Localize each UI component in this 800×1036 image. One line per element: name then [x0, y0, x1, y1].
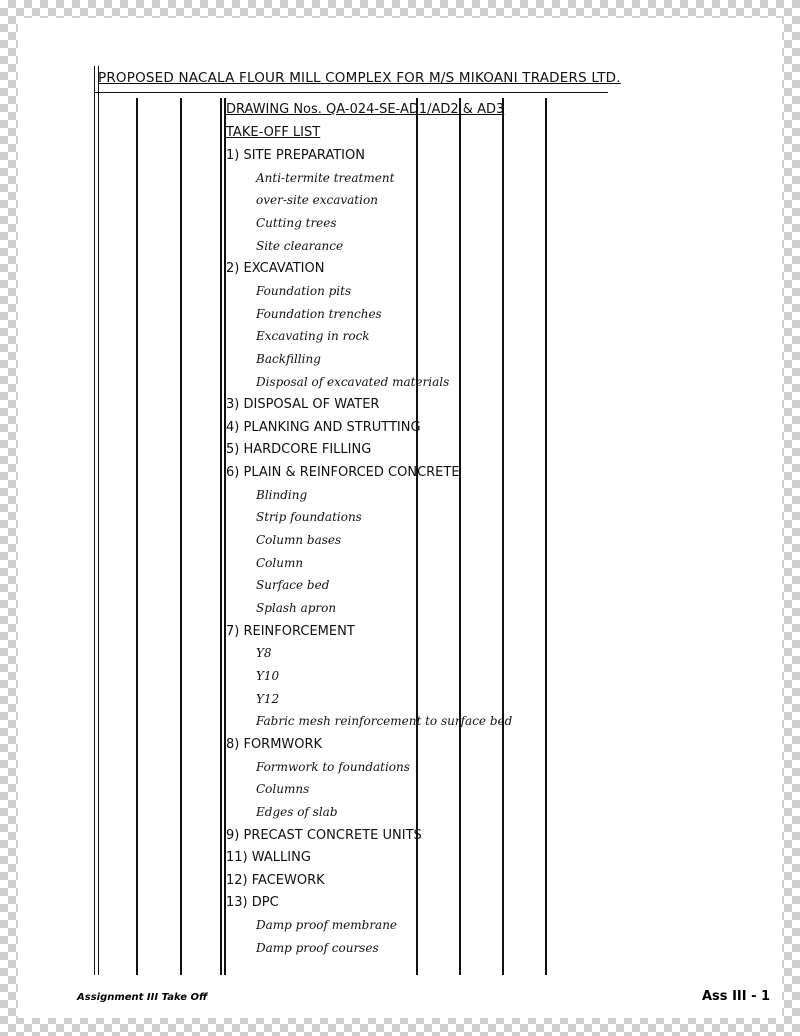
list-item: Anti-termite treatment	[256, 170, 395, 185]
column-rule	[136, 98, 138, 975]
column-rule	[459, 98, 461, 975]
section-heading: 7) REINFORCEMENT	[226, 623, 355, 639]
list-item: Y10	[256, 668, 280, 683]
list-item: Backfilling	[256, 351, 321, 366]
list-item: Cutting trees	[256, 215, 337, 230]
footer-page-number: Ass III - 1	[702, 989, 771, 1004]
list-item: Column bases	[256, 533, 342, 548]
list-item: Columns	[256, 782, 310, 797]
section-heading: 2) EXCAVATION	[226, 261, 325, 277]
list-item: Foundation pits	[256, 283, 352, 298]
section-heading: 12) FACEWORK	[226, 872, 325, 888]
section-heading: 8) FORMWORK	[226, 736, 323, 752]
list-item: Fabric mesh reinforcement to surface bed	[256, 714, 513, 729]
column-rule	[224, 98, 226, 975]
section-heading: 3) DISPOSAL OF WATER	[226, 397, 380, 413]
column-rule	[180, 98, 182, 975]
document-title: PROPOSED NACALA FLOUR MILL COMPLEX FOR M/S MIKOANI TRADERS LTD.	[98, 70, 621, 86]
list-item: Splash apron	[256, 601, 337, 615]
list-item: Damp proof membrane	[256, 918, 398, 933]
list-item: Edges of slab	[256, 804, 338, 819]
column-rule	[220, 98, 222, 975]
list-item: Surface bed	[256, 578, 330, 593]
column-rule	[416, 98, 418, 975]
list-item: Column	[256, 555, 304, 570]
list-item: Formwork to foundations	[256, 759, 410, 774]
column-rule	[94, 66, 95, 975]
column-rule	[545, 98, 547, 975]
list-item: Site clearance	[256, 238, 344, 253]
list-item: Y12	[256, 691, 280, 706]
section-heading: 6) PLAIN & REINFORCED CONCRETE	[226, 465, 460, 481]
section-heading: 4) PLANKING AND STRUTTING	[226, 419, 421, 435]
list-item: Strip foundations	[256, 510, 362, 525]
section-heading: 13) DPC	[226, 895, 279, 911]
takeoff-heading: TAKE-OFF LIST	[226, 125, 321, 140]
list-item: Y8	[256, 646, 272, 661]
list-item: Foundation trenches	[256, 306, 382, 321]
drawing-numbers: DRAWING Nos. QA-024-SE-AD1/AD2 & AD3	[226, 102, 505, 117]
section-heading: 5) HARDCORE FILLING	[226, 442, 372, 458]
section-heading: 11) WALLING	[226, 850, 311, 866]
column-rule	[502, 98, 504, 975]
section-heading: 9) PRECAST CONCRETE UNITS	[226, 827, 422, 843]
list-item: over-site excavation	[256, 193, 378, 208]
list-item: Damp proof courses	[256, 940, 379, 955]
list-item: Blinding	[256, 487, 308, 502]
section-heading: 1) SITE PREPARATION	[226, 148, 365, 163]
list-item: Excavating in rock	[256, 329, 370, 344]
footer-assignment-label: Assignment III Take Off	[77, 992, 208, 1003]
list-item: Disposal of excavated materials	[256, 374, 450, 389]
title-underline-rule	[94, 92, 608, 93]
document-page	[18, 18, 782, 1018]
column-rule	[98, 66, 99, 975]
